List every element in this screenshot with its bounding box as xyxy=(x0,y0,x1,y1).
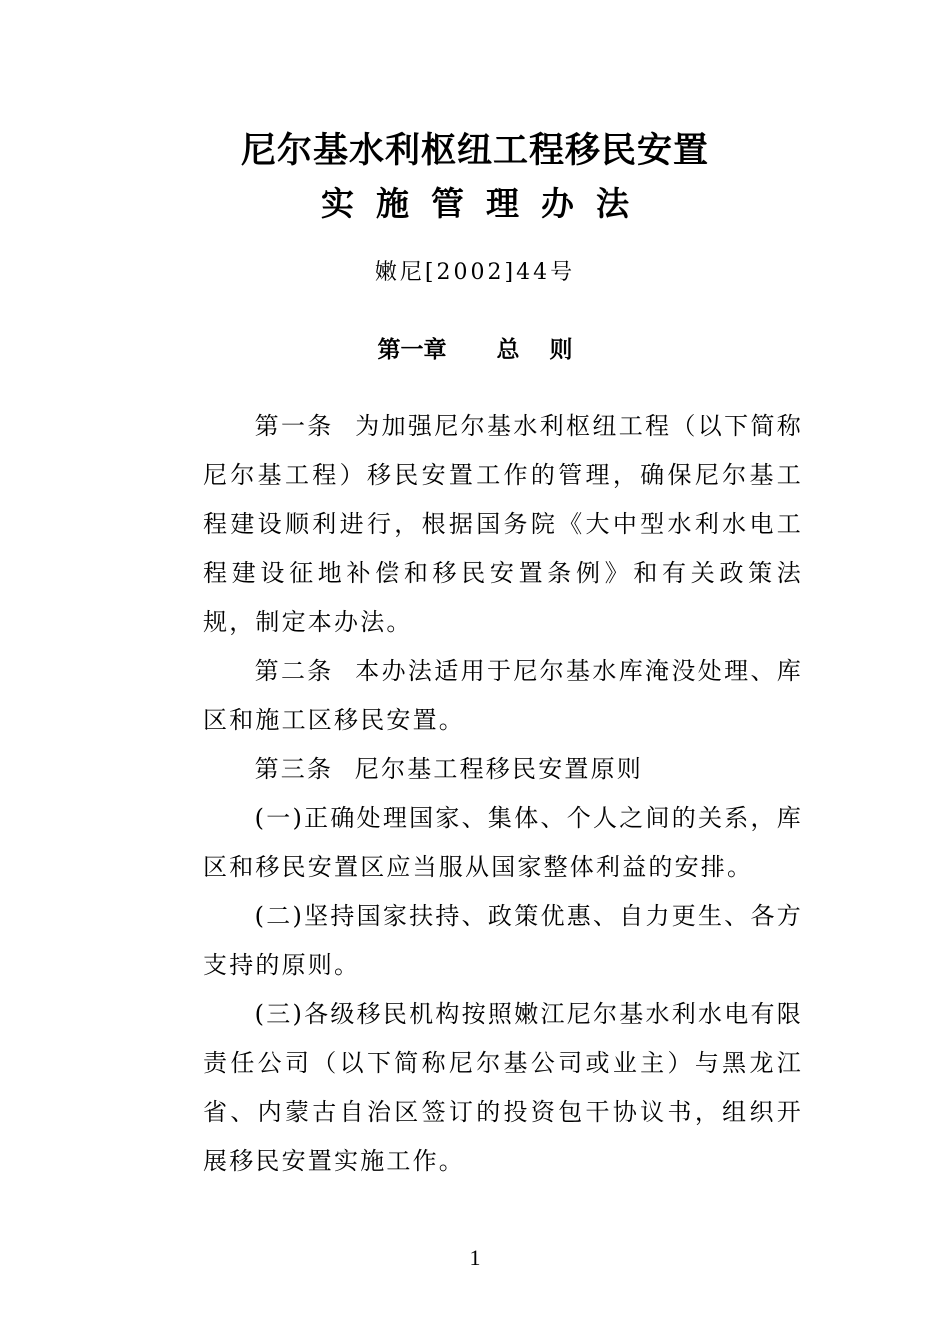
document-title-line1: 尼尔基水利枢纽工程移民安置 xyxy=(240,131,709,171)
article-text: 本办法适用于尼尔基水库淹没处理、库区和施工区移民安置。 xyxy=(203,657,803,734)
article-1 xyxy=(203,402,803,647)
article-label: 第二条 xyxy=(254,657,334,685)
list-item-1: (一)正确处理国家、集体、个人之间的关系，库区和移民安置区应当服从国家整体利益的安排。 xyxy=(203,804,803,881)
document-number: 嫩尼[2002]44号 xyxy=(374,260,576,285)
chapter-heading xyxy=(0,334,950,366)
chapter-name-char2: 则 xyxy=(549,337,573,363)
page-number: 1 xyxy=(469,1245,481,1270)
article-2 xyxy=(203,647,803,745)
list-item-3: (三)各级移民机构按照嫩江尼尔基水利水电有限责任公司（以下简称尼尔基公司或业主）与黑龙江省、内蒙古自治区签订的投资包干协议书，组织开展移民安置实施工作。 xyxy=(203,1000,803,1175)
article-text: 尼尔基工程移民安置原则 xyxy=(354,755,643,783)
document-body xyxy=(203,402,803,1186)
article-3 xyxy=(203,745,803,794)
chapter-name-char1: 总 xyxy=(496,337,520,363)
list-item-2: (二)坚持国家扶持、政策优惠、自力更生、各方支持的原则。 xyxy=(203,902,803,979)
article-label: 第一条 xyxy=(254,412,334,440)
chapter-number: 第一章 xyxy=(377,337,447,363)
article-label: 第三条 xyxy=(254,755,334,783)
article-text: 为加强尼尔基水利枢纽工程（以下简称尼尔基工程）移民安置工作的管理，确保尼尔基工程建设顺利进行，根据国务院《大中型水利水电工程建设征地补偿和移民安置条例》和有关政策法规，制定本办法。 xyxy=(203,412,803,636)
document-title-line2: 实施管理办法 xyxy=(321,184,651,223)
